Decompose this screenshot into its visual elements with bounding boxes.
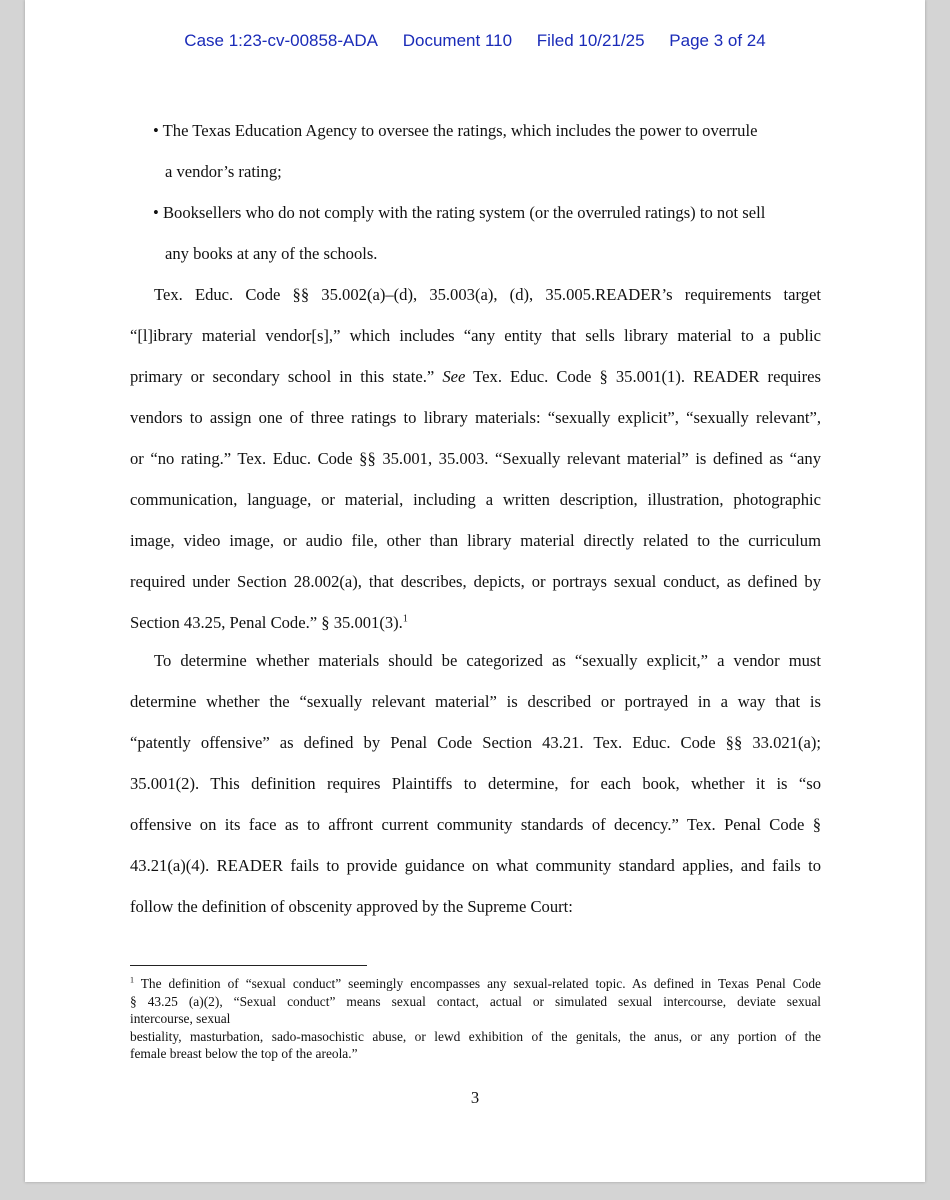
text-line (130, 356, 821, 397)
ecf-header (25, 31, 925, 51)
footnote (130, 975, 821, 1063)
body-paragraph (130, 274, 821, 643)
bullet-item (130, 110, 821, 192)
case-number: Case 1:23-cv-00858-ADA (184, 31, 379, 50)
footnote-line: bestiality, masturbation, sado-masochistic abuse, or lewd exhibition of the genitals, the anus, or any portion of the (130, 1028, 821, 1044)
document-page (25, 0, 925, 1182)
bullet-line: any books at any of the schools. (165, 244, 378, 263)
text-run: Section 43.25, Penal Code.” § 35.001(3). (130, 613, 403, 632)
text-run: Tex. Educ. Code § 35.001(1). READER requires (465, 367, 821, 386)
text-line: 43.21(a)(4). READER fails to provide guidance on what community standard applies, and fails to (130, 856, 821, 875)
text-run: primary or secondary school in this state.” (130, 367, 443, 386)
footnote-divider (130, 965, 367, 966)
text-line: 35.001(2). This definition requires Plaintiffs to determine, for each book, whether it is “so (130, 774, 821, 793)
bullet-item (130, 192, 821, 274)
text-line: “patently offensive” as defined by Penal Code Section 43.21. Tex. Educ. Code §§ 33.021(a); (130, 733, 821, 752)
document-number: Document 110 (402, 31, 513, 50)
text-line: To determine whether materials should be categorized as “sexually explicit,” a vendor must (154, 651, 821, 670)
text-line: Tex. Educ. Code §§ 35.002(a)–(d), 35.003(a), (d), 35.005.READER’s requirements target (154, 285, 821, 304)
footnote-number: 1 (130, 975, 135, 985)
footnote-line: § 43.25 (a)(2), “Sexual conduct” means sexual contact, actual or simulated sexual intercourse, deviate sexual (130, 993, 821, 1009)
text-line: image, video image, or audio file, other than library material directly related to the curriculum (130, 531, 821, 550)
see-signal: See (442, 367, 466, 386)
text-line: determine whether the “sexually relevant material” is described or portrayed in a way that is (130, 692, 821, 711)
text-run: The definition of “sexual conduct” seemingly encompasses any sexual-related topic. As defined in Texas Penal Code (134, 976, 821, 991)
text-line: required under Section 28.002(a), that describes, depicts, or portrays sexual conduct, as defined by (130, 572, 821, 591)
bullet-line: • Booksellers who do not comply with the rating system (or the overruled ratings) to not sell (153, 203, 766, 222)
bullet-line: • The Texas Education Agency to oversee the ratings, which includes the power to overrule (153, 121, 758, 140)
text-line (130, 602, 821, 643)
page-of-total: Page 3 of 24 (669, 31, 766, 50)
text-line: or “no rating.” Tex. Educ. Code §§ 35.001, 35.003. “Sexually relevant material” is defined as “any (130, 449, 821, 468)
body-paragraph (130, 640, 821, 927)
filed-date: Filed 10/21/25 (536, 31, 645, 50)
text-line: “[l]ibrary material vendor[s],” which includes “any entity that sells library material to a public (130, 326, 821, 345)
footnote-reference[interactable]: 1 (402, 613, 408, 625)
text-line: vendors to assign one of three ratings to library materials: “sexually explicit”, “sexually relevant”, (130, 408, 821, 427)
text-line: follow the definition of obscenity approved by the Supreme Court: (130, 897, 573, 916)
text-line: offensive on its face as to affront current community standards of decency.” Tex. Penal Code § (130, 815, 821, 834)
footnote-line: female breast below the top of the areola.” (130, 1046, 358, 1061)
bullet-line: a vendor’s rating; (165, 162, 282, 181)
text-line: communication, language, or material, including a written description, illustration, photographic (130, 490, 821, 509)
footnote-line (130, 975, 821, 993)
footnote-line: intercourse, sexual (130, 1011, 231, 1026)
page-number: 3 (470, 1088, 480, 1107)
